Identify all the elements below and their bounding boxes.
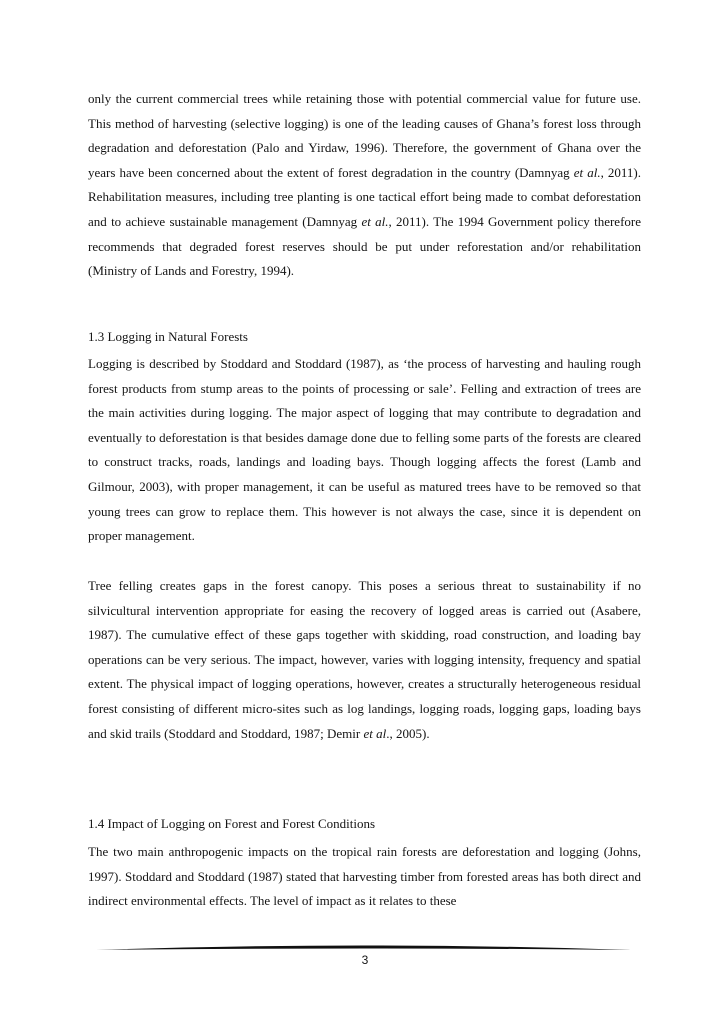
paragraph-text: , 2011). The 1994 Government policy therefore recommends that degraded forest reserves should be put under reforestation and/or rehabilitation (Ministry of Lands and Forestry, 1994). (88, 213, 641, 279)
section-heading-1-4: 1.4 Impact of Logging on Forest and Forest Conditions (88, 816, 376, 831)
section-heading-1-3: 1.3 Logging in Natural Forests (88, 329, 248, 344)
body-paragraph-tree-felling (88, 574, 641, 746)
body-paragraph-selective-logging (88, 87, 641, 284)
citation-et-al: et al (363, 725, 387, 741)
citation-et-al: et al. (573, 164, 601, 180)
paragraph-text: ., 2005). (386, 725, 430, 741)
citation-et-al: et al. (361, 213, 389, 229)
page-number: 3 (361, 953, 369, 967)
body-paragraph-anthropogenic-impacts: The two main anthropogenic impacts on the tropical rain forests are deforestation and logging (Johns, 1997). Stoddard and Stoddard (1987) stated that harvesting timber from forested areas has both direct and indirect environmental effects. The level of impact as it relates to these (88, 844, 641, 909)
paragraph-text: only the current commercial trees while retaining those with potential commercial value for future use. This method of harvesting (selective logging) is one of the leading causes of Ghana’s forest loss through degradation and deforestation (Palo and Yirdaw, 1996). Therefore, the government of Ghana over the years have been concerned about the extent of forest degradation in the country (Damnyag (88, 91, 641, 180)
body-paragraph-logging-definition: Logging is described by Stoddard and Stoddard (1987), as ‘the process of harvesting and hauling rough forest products from stump areas to the points of processing or sale’. Felling and extraction of trees are the main activities during logging. The major aspect of logging that may contribute to degradation and eventually to deforestation is that besides damage done due to felling some parts of the forests are cleared to construct tracks, roads, landings and loading bays. Though logging affects the forest (Lamb and Gilmour, 2003), with proper management, it can be useful as matured trees have to be removed so that young trees can grow to replace them. This however is not always the case, since it is dependent on proper management. (88, 356, 641, 544)
paragraph-text: Tree felling creates gaps in the forest canopy. This poses a serious threat to sustainability if no silvicultural intervention appropriate for easing the recovery of logged areas is carried out (Asabere, 1987). The cumulative effect of these gaps together with skidding, road construction, and loading bay operations can be very serious. The impact, however, varies with logging intensity, frequency and spatial extent. The physical impact of logging operations, however, creates a structurally heterogeneous residual forest consisting of different micro-sites such as log landings, logging roads, logging gaps, loading bays and skid trails (Stoddard and Stoddard, 1987; Demir (88, 578, 641, 741)
paragraph-text: , 2011). Rehabilitation measures, including tree planting is one tactical effort being made to combat deforestation and to achieve sustainable management (Damnyag (88, 164, 641, 229)
